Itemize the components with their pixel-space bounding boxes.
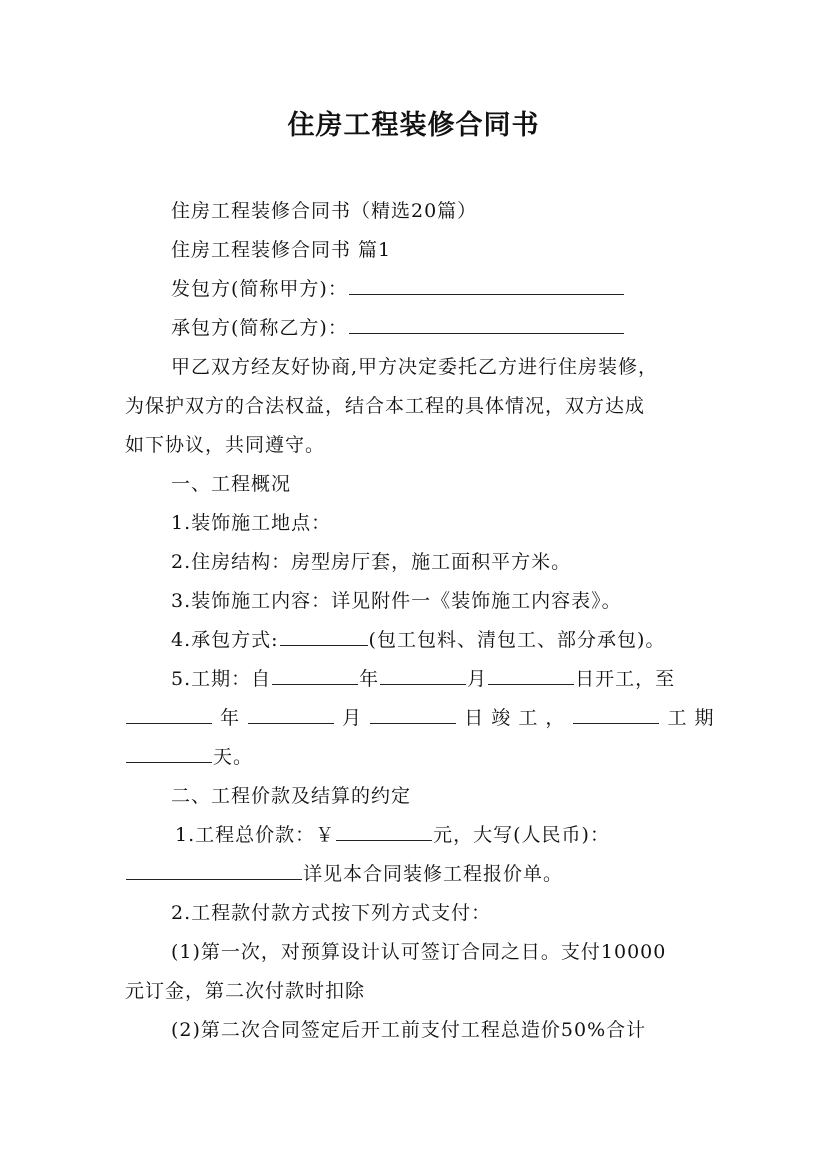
end-month-blank — [248, 722, 334, 724]
party-a-line — [171, 276, 761, 302]
start-month-blank — [380, 683, 466, 685]
clause-text: 4.承包方式: — [171, 629, 279, 651]
clause-line: 2.工程款付款方式按下列方式支付： — [171, 902, 492, 924]
clause-text: 日 竣 工 ， — [464, 707, 566, 729]
clause-text: 日开工，至 — [575, 668, 676, 690]
party-b-blank — [349, 332, 624, 334]
clause-line: 2.住房结构：房型房厅套，施工面积平方米。 — [171, 551, 572, 573]
contract-method-blank — [280, 644, 368, 646]
clause-text: 年 — [220, 707, 241, 729]
clause-line — [125, 744, 715, 770]
party-b-label: 承包方(简称乙方)： — [171, 317, 348, 339]
paragraph-line: 甲乙双方经友好协商,甲方决定委托乙方进行住房装修， — [171, 356, 659, 378]
document-title: 住房工程装修合同书 — [287, 110, 540, 141]
clause-line — [171, 666, 761, 692]
paragraph-line: 如下协议，共同遵守。 — [125, 434, 326, 456]
paragraph-line: 为保护双方的合法权益，结合本工程的具体情况，双方达成 — [125, 395, 646, 417]
clause-line: 3.装饰施工内容：详见附件一《装饰施工内容表》。 — [171, 590, 622, 612]
section-heading: 二、工程价款及结算的约定 — [171, 785, 412, 807]
clause-line: 元订金，第二次付款时扣除 — [125, 980, 366, 1002]
start-year-blank — [272, 683, 358, 685]
duration-blank-a — [573, 722, 659, 724]
start-day-blank — [488, 683, 574, 685]
clause-text: 详见本合同装修工程报价单。 — [303, 863, 564, 885]
clause-line — [125, 861, 715, 887]
section-heading: 住房工程装修合同书 篇1 — [171, 239, 392, 261]
clause-text: 月 — [467, 668, 488, 690]
clause-text: 5.工期：自 — [171, 668, 272, 690]
party-a-blank — [349, 293, 624, 295]
price-words-blank — [126, 878, 302, 880]
clause-line: (2)第二次合同签定后开工前支付工程总造价50%合计 — [171, 1019, 647, 1041]
party-b-line — [171, 315, 761, 341]
party-a-label: 发包方(简称甲方)： — [171, 278, 348, 300]
clause-text: 元，大写(人民币)： — [433, 824, 610, 846]
clause-text: 工 期 — [667, 707, 715, 729]
clause-text: 月 — [342, 707, 363, 729]
clause-line: 1.装饰施工地点： — [171, 512, 332, 534]
end-year-blank — [126, 722, 212, 724]
clause-line — [125, 705, 715, 731]
clause-line — [171, 627, 761, 653]
duration-blank-b — [126, 761, 212, 763]
clause-line — [175, 822, 765, 848]
subtitle-line: 住房工程装修合同书（精选20篇） — [171, 200, 478, 222]
clause-line: (1)第一次，对预算设计认可签订合同之日。支付10000 — [171, 941, 667, 963]
clause-text: (包工包料、清包工、部分承包)。 — [368, 629, 666, 651]
section-heading: 一、工程概况 — [171, 473, 292, 495]
clause-text: 天。 — [213, 746, 254, 768]
total-price-blank — [336, 839, 432, 841]
end-day-blank — [370, 722, 456, 724]
clause-text: 年 — [359, 668, 380, 690]
clause-text: 1.工程总价款：￥ — [175, 824, 336, 846]
